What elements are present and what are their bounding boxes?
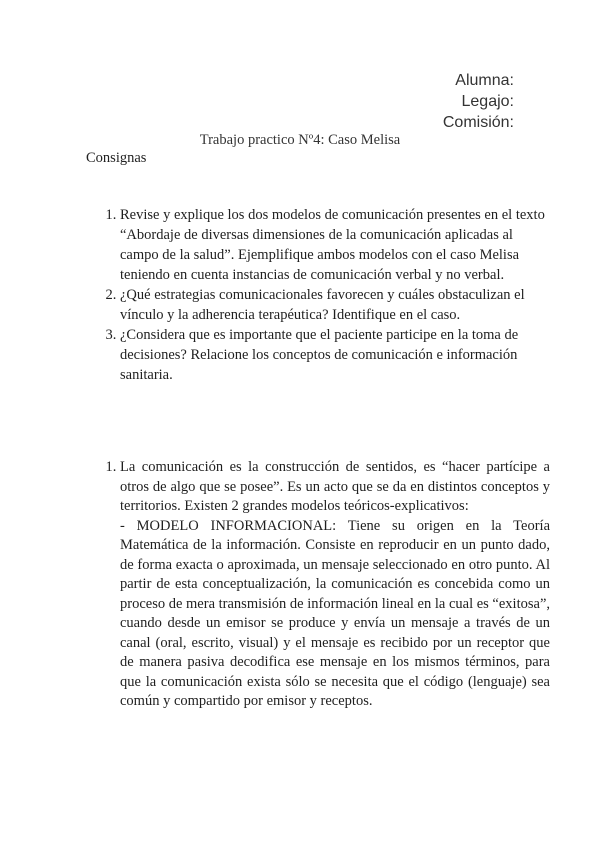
respuesta-1-intro: 1. La comunicación es la construcción de sentidos, es “hacer partícipe a otros de algo que se posee”. Es un acto que se da en distintos conceptos y territorios. Existen 2 grandes modelos teóricos-explicativos: [120,459,550,514]
document-title: Trabajo practico Nº4: Caso Melisa [199,132,401,148]
consignas-list [86,205,550,385]
section-label-consignas: Consignas [86,150,147,166]
alumna-field: Alumna: [455,72,514,89]
consigna-item-2: 2. ¿Qué estrategias comunicacionales favorecen y cuáles obstaculizan el vínculo y la adherencia terapéutica? Identifique en el caso. [120,285,550,325]
consigna-item-3: 3. ¿Considera que es importante que el paciente participe en la toma de decisiones? Relacione los conceptos de comunicación e información sanitaria. [120,325,550,385]
respuestas-list [86,458,550,712]
consigna-item-1: 1. Revise y explique los dos modelos de comunicación presentes en el texto “Abordaje de diversas dimensiones de la comunicación aplicadas al campo de la salud”. Ejemplifique ambos modelos con el caso Melisa teniendo en cuenta instancias de comunicación verbal y no verbal. [120,205,550,285]
respuesta-item-1 [120,458,550,712]
comision-field: Comisión: [442,114,514,131]
legajo-field: Legajo: [461,93,514,110]
respuesta-1-modelo-informacional: - MODELO INFORMACIONAL: Tiene su origen en la Teoría Matemática de la información. Consiste en reproducir en un punto dado, de forma exacta o aproximada, un mensaje seleccionado en otro punto. Al partir de esta conceptualización, la comunicación es concebida como un proceso de mera transmisión de información lineal en la cual es “exitosa”, cuando desde un emisor se produce y envía un mensaje a través de un canal (oral, escrito, visual) y el mensaje es recibido por un receptor que de manera pasiva decodifica ese mensaje en los mismos términos, para que la comunicación exista sólo se necesita que el código (lenguaje) sea común y compartido por emisor y receptos. [120,517,551,709]
student-info [443,70,514,133]
